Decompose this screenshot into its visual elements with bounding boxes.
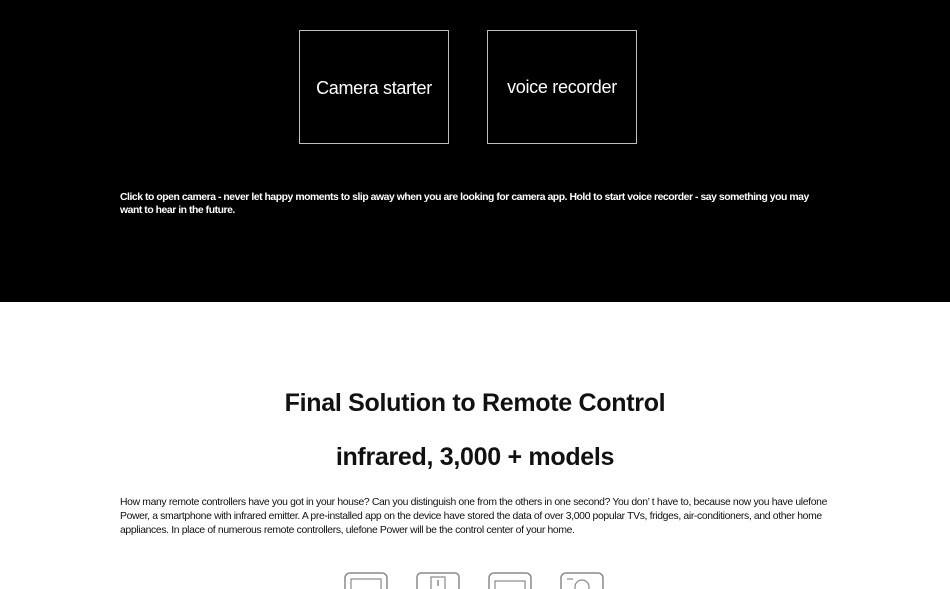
camera-starter-label: Camera starter	[316, 77, 432, 98]
voice-recorder-button[interactable]	[487, 30, 637, 144]
fridge-icon	[416, 572, 460, 589]
remote-control-section	[0, 302, 950, 589]
washing-machine-icon	[560, 572, 604, 589]
remote-description: How many remote controllers have you got in your house? Can you distinguish one from the others in one second? You don’ t have to, because now you have ulefone Power, a smartphone with infrared emitter. A pre-installed app on the device have stored the data of over 3,000 popular TVs, fridges, air-conditioners, and other home appliances. In place of numerous remote controllers, ulefone Power will be the control center of your home.	[120, 497, 828, 536]
camera-starter-button[interactable]	[299, 30, 449, 144]
remote-subtitle: infrared, 3,000 + models	[335, 443, 615, 471]
appliance-icon-row	[0, 572, 950, 589]
air-conditioner-icon	[488, 572, 532, 589]
voice-recorder-label: voice recorder	[507, 76, 617, 97]
features-description: Click to open camera - never let happy moments to slip away when you are looking for camera app. Hold to start voice recorder - say something you may want to hear in the future.	[120, 192, 809, 216]
remote-title: Final Solution to Remote Control	[284, 389, 666, 417]
tv-icon	[344, 572, 388, 589]
